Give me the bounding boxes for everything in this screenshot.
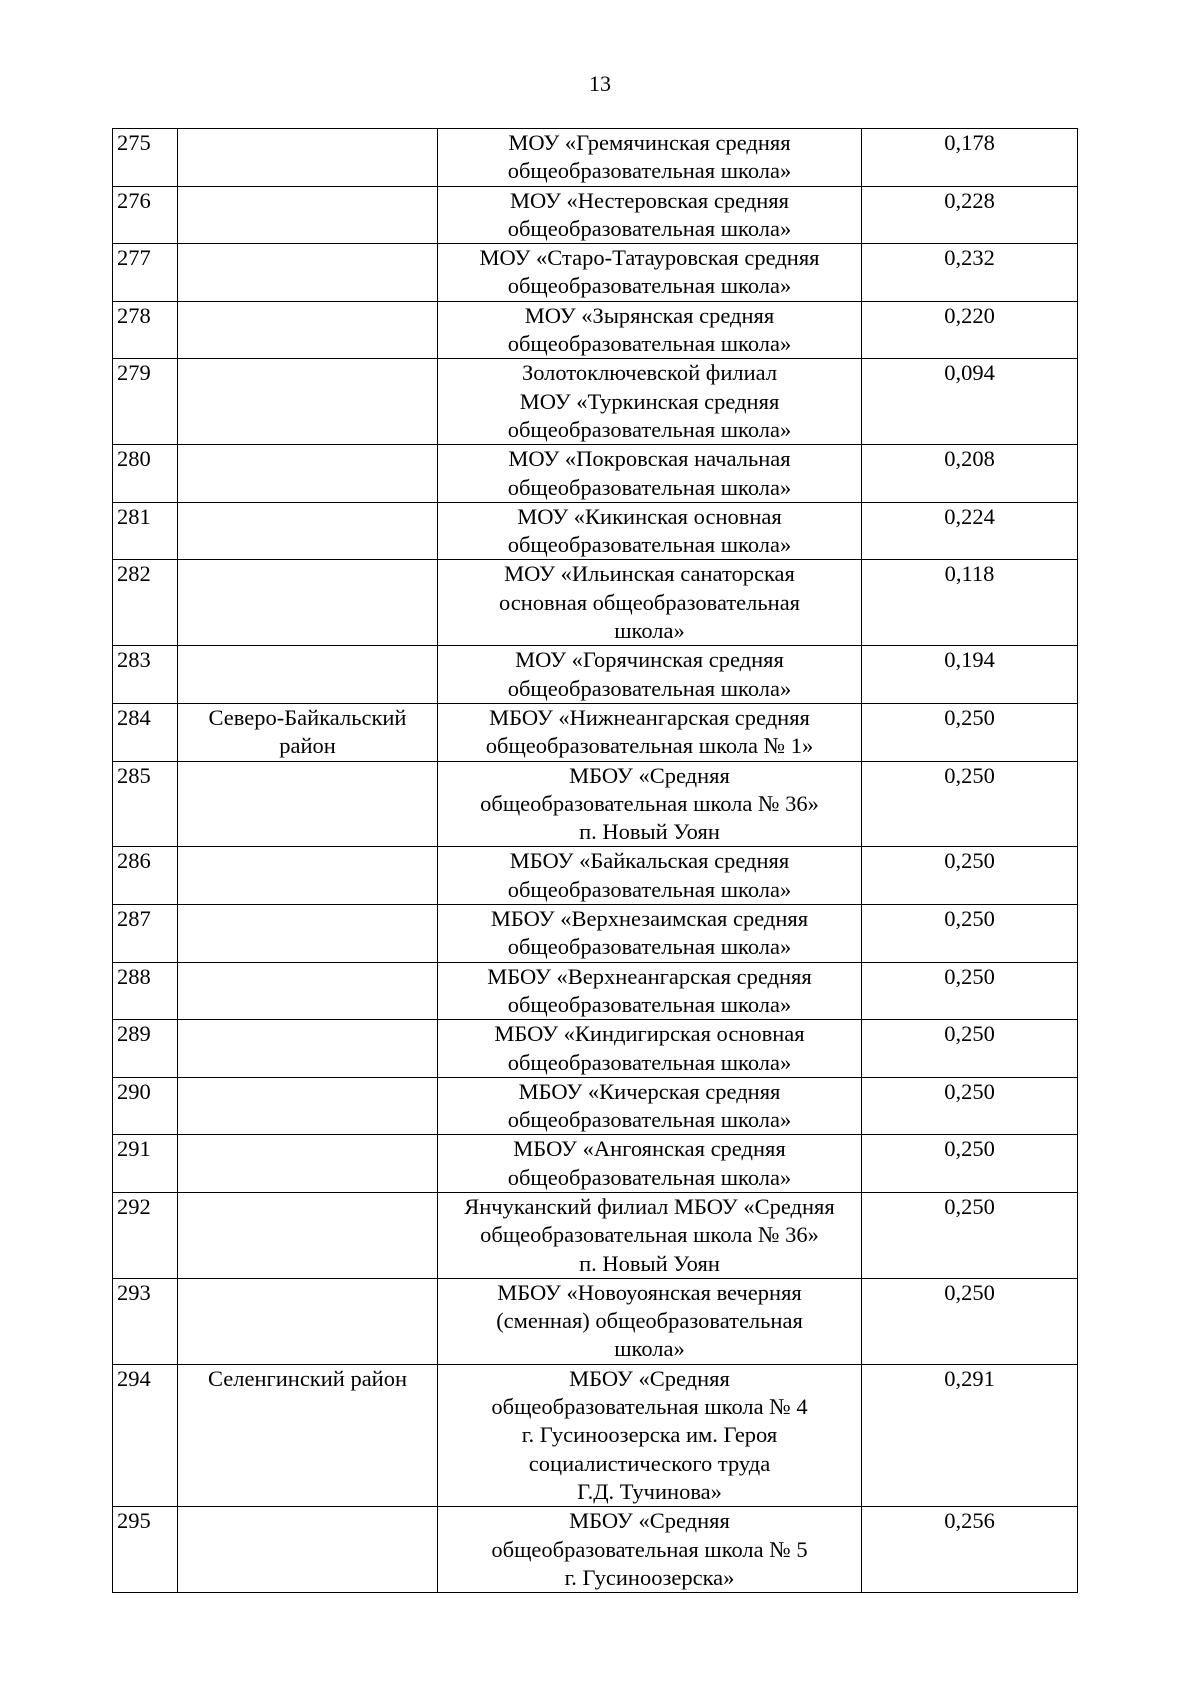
organization-cell: МБОУ «Кичерская средняя общеобразовательная школа» — [438, 1077, 862, 1135]
organization-cell: МОУ «Гремячинская средняя общеобразовательная школа» — [438, 129, 862, 187]
district-cell — [178, 847, 438, 905]
row-number: 284 — [113, 703, 178, 761]
value-cell: 0,250 — [862, 1278, 1078, 1364]
table-row — [113, 301, 1078, 359]
value-cell: 0,220 — [862, 301, 1078, 359]
organization-cell: МБОУ «Средняя общеобразовательная школа № 36» п. Новый Уоян — [438, 761, 862, 847]
row-number: 285 — [113, 761, 178, 847]
table-row — [113, 905, 1078, 963]
organization-cell: МБОУ «Байкальская средняя общеобразовательная школа» — [438, 847, 862, 905]
row-number: 292 — [113, 1192, 178, 1278]
table-row — [113, 502, 1078, 560]
district-cell — [178, 1020, 438, 1078]
table-row — [113, 186, 1078, 244]
district-cell — [178, 244, 438, 302]
value-cell: 0,250 — [862, 761, 1078, 847]
row-number: 288 — [113, 962, 178, 1020]
table-row — [113, 962, 1078, 1020]
district-cell — [178, 445, 438, 503]
value-cell: 0,250 — [862, 1135, 1078, 1193]
allocation-table — [112, 128, 1078, 1593]
page-number: 13 — [589, 71, 611, 96]
district-cell — [178, 646, 438, 704]
row-number: 282 — [113, 560, 178, 646]
value-cell: 0,208 — [862, 445, 1078, 503]
district-cell — [178, 186, 438, 244]
row-number: 275 — [113, 129, 178, 187]
row-number: 287 — [113, 905, 178, 963]
organization-cell: МБОУ «Средняя общеобразовательная школа № 4 г. Гусиноозерска им. Героя социалистического труда Г.Д. Тучинова» — [438, 1364, 862, 1506]
value-cell: 0,250 — [862, 847, 1078, 905]
table-row — [113, 1020, 1078, 1078]
value-cell: 0,228 — [862, 186, 1078, 244]
table-row — [113, 1192, 1078, 1278]
district-cell — [178, 962, 438, 1020]
organization-cell: МБОУ «Верхнезаимская средняя общеобразовательная школа» — [438, 905, 862, 963]
organization-cell: МОУ «Покровская начальная общеобразовательная школа» — [438, 445, 862, 503]
value-cell: 0,291 — [862, 1364, 1078, 1506]
organization-cell: МБОУ «Ангоянская средняя общеобразовательная школа» — [438, 1135, 862, 1193]
row-number: 286 — [113, 847, 178, 905]
table-row — [113, 359, 1078, 445]
table-row — [113, 646, 1078, 704]
district-cell — [178, 1135, 438, 1193]
table-row — [113, 1507, 1078, 1593]
row-number: 289 — [113, 1020, 178, 1078]
table-row — [113, 847, 1078, 905]
value-cell: 0,250 — [862, 962, 1078, 1020]
table-row — [113, 1278, 1078, 1364]
value-cell: 0,250 — [862, 703, 1078, 761]
organization-cell: МБОУ «Нижнеангарская средняя общеобразовательная школа № 1» — [438, 703, 862, 761]
row-number: 295 — [113, 1507, 178, 1593]
row-number: 280 — [113, 445, 178, 503]
row-number: 279 — [113, 359, 178, 445]
row-number: 290 — [113, 1077, 178, 1135]
table-row — [113, 703, 1078, 761]
row-number: 277 — [113, 244, 178, 302]
organization-cell: МОУ «Зырянская средняя общеобразовательная школа» — [438, 301, 862, 359]
district-cell — [178, 1507, 438, 1593]
organization-cell: МОУ «Горячинская средняя общеобразовательная школа» — [438, 646, 862, 704]
value-cell: 0,178 — [862, 129, 1078, 187]
table-row — [113, 1077, 1078, 1135]
value-cell: 0,250 — [862, 905, 1078, 963]
row-number: 291 — [113, 1135, 178, 1193]
table-row — [113, 244, 1078, 302]
value-cell: 0,118 — [862, 560, 1078, 646]
district-cell — [178, 560, 438, 646]
district-cell — [178, 1192, 438, 1278]
table-row — [113, 129, 1078, 187]
district-cell — [178, 1278, 438, 1364]
table-row — [113, 445, 1078, 503]
organization-cell: МОУ «Нестеровская средняя общеобразовательная школа» — [438, 186, 862, 244]
district-cell — [178, 905, 438, 963]
row-number: 281 — [113, 502, 178, 560]
row-number: 278 — [113, 301, 178, 359]
value-cell: 0,094 — [862, 359, 1078, 445]
row-number: 276 — [113, 186, 178, 244]
table-row — [113, 761, 1078, 847]
row-number: 294 — [113, 1364, 178, 1506]
organization-cell: МБОУ «Новоуоянская вечерняя (сменная) общеобразовательная школа» — [438, 1278, 862, 1364]
organization-cell: Янчуканский филиал МБОУ «Средняя общеобразовательная школа № 36» п. Новый Уоян — [438, 1192, 862, 1278]
value-cell: 0,224 — [862, 502, 1078, 560]
district-cell — [178, 502, 438, 560]
table-row — [113, 560, 1078, 646]
value-cell: 0,250 — [862, 1020, 1078, 1078]
value-cell: 0,194 — [862, 646, 1078, 704]
organization-cell: МБОУ «Верхнеангарская средняя общеобразовательная школа» — [438, 962, 862, 1020]
district-cell — [178, 359, 438, 445]
organization-cell: МОУ «Старо-Татауровская средняя общеобразовательная школа» — [438, 244, 862, 302]
district-cell — [178, 129, 438, 187]
value-cell: 0,250 — [862, 1192, 1078, 1278]
organization-cell: МБОУ «Средняя общеобразовательная школа № 5 г. Гусиноозерска» — [438, 1507, 862, 1593]
row-number: 283 — [113, 646, 178, 704]
district-cell — [178, 301, 438, 359]
value-cell: 0,232 — [862, 244, 1078, 302]
value-cell: 0,256 — [862, 1507, 1078, 1593]
organization-cell: МОУ «Кикинская основная общеобразовательная школа» — [438, 502, 862, 560]
district-cell: Селенгинский район — [178, 1364, 438, 1506]
organization-cell: МОУ «Ильинская санаторская основная общеобразовательная школа» — [438, 560, 862, 646]
organization-cell: МБОУ «Киндигирская основная общеобразовательная школа» — [438, 1020, 862, 1078]
table-row — [113, 1135, 1078, 1193]
district-cell — [178, 761, 438, 847]
district-cell: Северо-Байкальский район — [178, 703, 438, 761]
district-cell — [178, 1077, 438, 1135]
organization-cell: Золотоключевской филиал МОУ «Туркинская средняя общеобразовательная школа» — [438, 359, 862, 445]
value-cell: 0,250 — [862, 1077, 1078, 1135]
table-row — [113, 1364, 1078, 1506]
row-number: 293 — [113, 1278, 178, 1364]
